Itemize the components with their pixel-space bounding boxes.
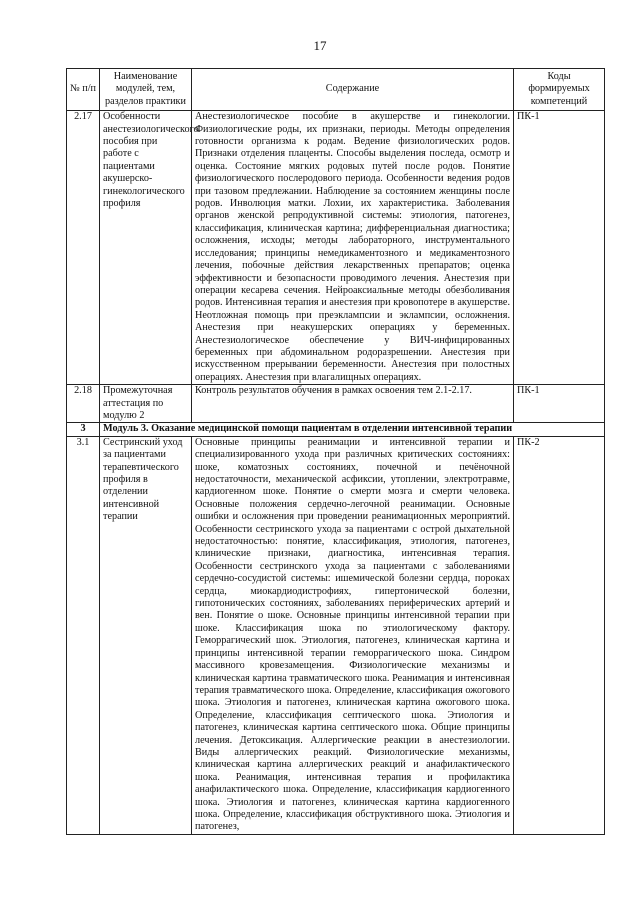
row-name: Особенности анестезиологического пособия при работе с пациентами акушерско-гинекологического профиля [100,111,192,385]
row-content: Контроль результатов обучения в рамках освоения тем 2.1-2.17. [192,385,514,423]
header-name: Наименование модулей, тем, разделов практики [100,69,192,111]
row-name: Сестринский уход за пациентами терапевтического профиля в отделении интенсивной терапии [100,436,192,834]
row-codes: ПК-2 [514,436,605,834]
row-number: 2.17 [67,111,100,385]
curriculum-table [66,68,605,835]
page-number: 17 [313,38,327,53]
row-name: Промежуточная аттестация по модулю 2 [100,385,192,423]
row-codes: ПК-1 [514,385,605,423]
row-codes: ПК-1 [514,111,605,385]
header-codes: Коды формируемых компетенций [514,69,605,111]
table-row [67,385,605,423]
header-number: № п/п [67,69,100,111]
table-header-row [67,69,605,111]
row-number: 2.18 [67,385,100,423]
table-row [67,436,605,834]
row-content: Анестезиологическое пособие в акушерстве и гинекологии. Физиологические роды, их признаки, периоды. Методы определения готовности организма к родам. Ведение физиологических родов. Признаки отделения плаценты. Способы выделения последа, осмотр и оценка. Состояние мягких родовых путей после родов. Понятие физиологического послеродового периода. Особенности ведения родов при тазовом предлежании. Наблюдение за состоянием женщины после родов. Инволюция матки. Лохии, их характеристика. Заболевания органов женской репродуктивной системы: этиология, патогенез, классификация, клиническая картина; дифференциальная диагностика; осложнения, исходы; методы лабораторного, инструментального исследования; принципы немедикаментозного и медикаментозного лечения, побочные действия лекарственных препаратов; оценка эффективности и безопасности проводимого лечения. Анестезия при операции кесарева сечения. Нейроаксиальные методы обезболивания родов. Интенсивная терапия и анестезия при кровопотере в акушерстве. Неотложная помощь при преэклампсии и эклампсии, осложнения. Анестезия при неакушерских операциях у беременных. Анестезиологическое обеспечение у ВИЧ-инфицированных беременных при абдоминальном родоразрешении. Анестезия при искусственном прерывании беременности. Анестезия при полостных операциях. Анестезия при влагалищных операциях. [192,111,514,385]
header-content: Содержание [192,69,514,111]
row-number: 3.1 [67,436,100,834]
module-row [67,423,605,436]
module-number: 3 [67,423,100,436]
table-row [67,111,605,385]
module-title: Модуль 3. Оказание медицинской помощи пациентам в отделении интенсивной терапии [100,423,605,436]
row-content: Основные принципы реанимации и интенсивной терапии и специализированного ухода при различных критических состояниях: шоке, коматозных состояниях, почечной и печёночной недостаточности, механической асфиксии, утоплении, электротравме, кардиогенном шоке. Понятие о смерти мозга и смерти человека. Основные положения сердечно-легочной реанимации. Основные ошибки и осложнения при проведении реанимационных мероприятий. Особенности сестринского ухода за пациентами с острой дыхательной недостаточностью: понятие, классификация, этиология, патогенез, клинические признаки, диагностика, интенсивная терапия. Особенности сестринского ухода за пациентами с заболеваниями сердечно-сосудистой системы: ишемической болезни сердца, пороках сердца, миокардиодистрофиях, гипертонической болезни, гипотонических состояниях, заболеваниях периферических артерий и вен. Понятие о шоке. Основные принципы интенсивной терапии при шоке. Классификация шока по этиологическому фактору. Геморрагический шок. Этиология, патогенез, клиническая картина и принципы интенсивной терапии геморрагического шока. Синдром массивного кровезамещения. Физиологические механизмы и клиническая картина травматического шока. Реанимация и интенсивная терапия травматического шока. Определение, классификация ожогового шока. Этиология и патогенез, клиническая картина ожогового шока. Определение, классификация септического шока. Этиология и патогенез, клиническая картина септического шока. Общие принципы лечения. Детоксикация. Аллергические реакции в анестезиологии. Виды аллергических реакций. Физиологические механизмы, клиническая картина аллергических реакций и анафилактического шока. Реанимация, интенсивная терапия и профилактика анафилактического шока. Определение, классификация кардиогенного шока. Этиология и патогенез, клиническая картина кардиогенного шока. Определение, классификация обструктивного шока. Этиология и патогенез, [192,436,514,834]
